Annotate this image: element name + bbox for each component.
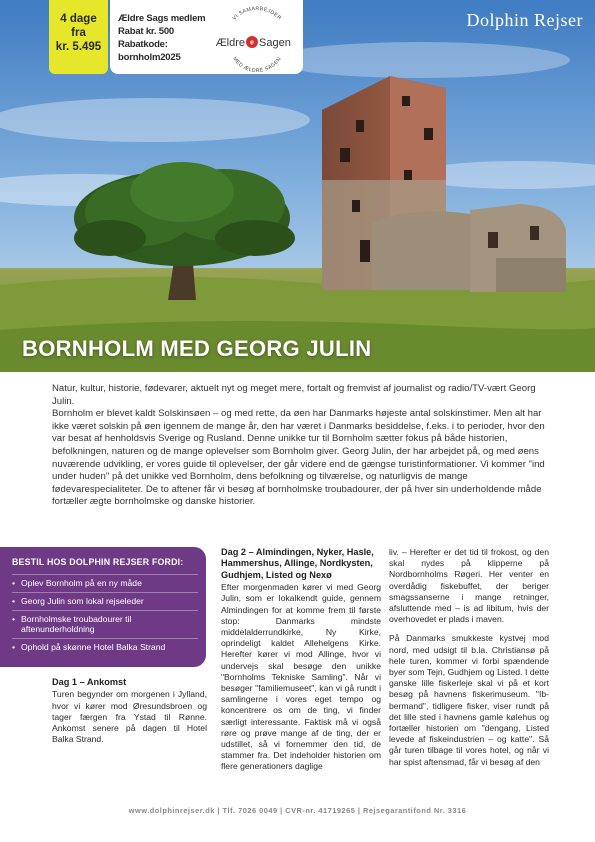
svg-text:VI SAMARBEJDER — [232, 6, 283, 22]
day2-coast-text: På Danmarks smukkeste kystvej mod nord, med udsigt til b.la. Christiansø på hele turen, kommer vi forbi spændende byer som Tejn, Gudhjem og Listed. I dette ganske lille fiskerleje skal vi på et kort besøg på havnens fiskerimuseum. "Ib-bermand", tidligere fisker, viser rundt på det lille sted i havnens gamle kølehus og fortæller historien om "dengang, Listed levede af fiskeindustrien – og katte". Så går turen tilbage til vores hotel, og når vi har spist aftensmad, får vi besøg af den — [389, 633, 549, 767]
list-item: • Bornholmske troubadourer til aftenunderholdning — [12, 610, 198, 639]
price-badge — [49, 0, 108, 74]
booking-reasons-box — [0, 547, 206, 667]
logo-arc-bottom: MED ÆLDRE SAGEN — [231, 56, 283, 72]
day2-text-continued: liv. – Herefter er det tid til frokost, og den skal nydes på klipperne på Nordbornholms Røgeri. Her venter en overdådig fiskebuffet, der beriger smagssanserne i mange retninger, afsluttende med – is ad libitum, hvis der overhovedet er plads i maven. — [389, 547, 549, 625]
list-item: • Oplev Bornholm på en ny måde — [12, 574, 198, 592]
brand-logo: Dolphin Rejser — [466, 10, 583, 30]
logo-arc-top: VI SAMARBEJDER — [231, 5, 283, 22]
member-label: Ældre Sags medlem — [118, 13, 206, 24]
member-discount: Rabat kr. 500 — [118, 26, 175, 37]
intro-body: Bornholm er blevet kaldt Solskinsøen – og med rette, da øen har Danmarks højeste antal solskinstimer. Men alt har ikke været solskin på øen igennem de mange år, den har været i Danmarks besiddelse, f.eks. i to perioder, hvor den var besat af henholdsvis Sverige og Rusland. Denne unikke tur til Bornholm sætter fokus på både historien, befolkningen, naturen og de mange oplevelser som Bornholm giver. Georg Julin, der har arbejdet på, og med øens nuværende udvikling, er vores guide til oplevelser, der går videre end de gængse turistinformationer. Vi kommer "ind under huden" på det unikke ved Bornholm, dens befolkning og tilværelse, og naturligvis de mange fødevarespecialiteter. De to aftener får vi besøg af bornholmske troubadourer, der på hver sin underholdende måde fortæller ægte bornholmske og danske historier. — [52, 408, 545, 508]
day1-section — [52, 677, 207, 753]
logo-name-left: Ældre — [215, 37, 245, 49]
discount-code-label: Rabatkode: — [118, 39, 168, 50]
logo-name-right: Sagen — [259, 37, 291, 49]
booking-reasons-heading: BESTIL HOS DOLPHIN REJSER FORDI: — [12, 557, 184, 567]
day2-section — [221, 547, 381, 781]
intro-lead: Natur, kultur, historie, fødevarer, aktuelt nyt og meget mere, fortalt og fremvist af journalist og radio/TV-vært Georg Julin. — [52, 383, 536, 407]
list-item: • Ophold på skønne Hotel Balka Strand — [12, 638, 198, 656]
page-title: BORNHOLM MED GEORG JULIN — [22, 336, 372, 361]
svg-text:MED ÆLDRE SAGEN — [231, 56, 283, 72]
day2-heading: Dag 2 – Almindingen, Nyker, Hasle, Hammershus, Allinge, Nordkysten, Gudhjem, Listed og Nexø — [221, 547, 374, 580]
aeldre-sagen-logo — [214, 4, 300, 72]
badge-price: kr. 5.495 — [55, 41, 102, 53]
day1-text: Turen begynder om morgenen i Jylland, hvor vi kører mod Øresundsbroen og tager færgen fra Ystad til Rønne. Ankomst senere på dagen til Hotel Balka Strand. — [52, 689, 207, 745]
intro-text — [52, 383, 547, 509]
badge-duration: 4 dage — [60, 13, 97, 25]
discount-code: bornholm2025 — [118, 52, 181, 63]
footer-contact: www.dolphinrejser.dk | Tlf. 7026 0049 | CVR-nr. 41719265 | Rejsegarantifond Nr. 3316 — [128, 806, 467, 815]
badge-from: fra — [71, 27, 86, 39]
booking-reasons-list — [12, 574, 198, 656]
day2-text: Efter morgenmaden kører vi med Georg Julin, som er lokalkendt guide, gennem Almindingen for at komme frem til første stop: Danmarks mindste middelalderrundkirke, Ny Kirke, oprindeligt kaldet Allehelgens Kirke. Herefter kører vi mod Allinge, hvor vi undervejs skal besøge den unikke "Bornholms Tekniske Samling". Når vi besøger "familiemuseet", kan vi gå rundt i samlingerne i vores eget tempo og koncentrere os om de ting, vi finder særligt interessante. Faktisk må vi også røre og prøve mange af de ting, der er udstillet, så vi fornemmer den tid, de stammer fra. Det indeholder historien om flere generationers daglige — [221, 582, 381, 772]
day1-heading: Dag 1 – Ankomst — [52, 677, 127, 687]
list-item: • Georg Julin som lokal rejseleder — [12, 592, 198, 610]
svg-text:e: e — [250, 39, 254, 47]
day2-continued — [389, 547, 549, 776]
